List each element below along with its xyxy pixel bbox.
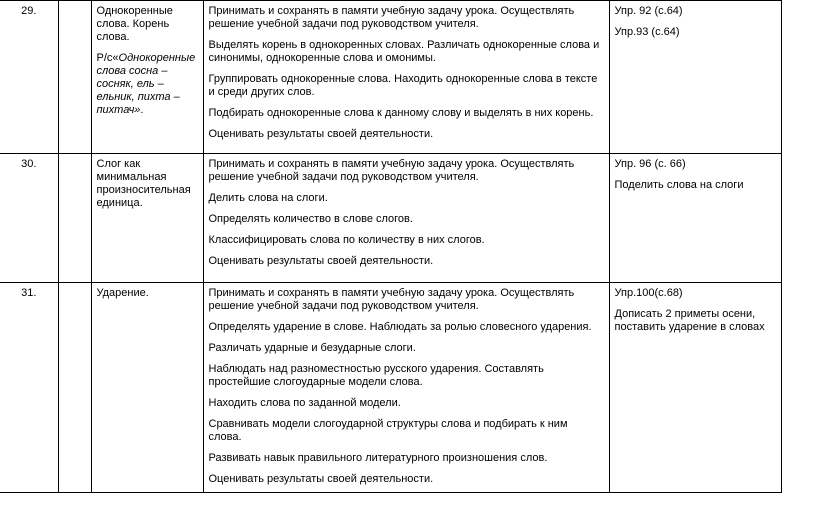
- topic-title: Ударение.: [96, 287, 149, 299]
- topic-title: Однокоренные слова. Корень слова.: [96, 5, 173, 43]
- learning-activities: [203, 283, 609, 493]
- lesson-row-29: [0, 1, 781, 154]
- lesson-topic: [91, 1, 203, 154]
- activity-item: Принимать и сохранять в памяти учебную задачу урока. Осуществлять решение учебной задачи под руководством учителя.: [208, 287, 575, 312]
- activity-item: Группировать однокоренные слова. Находить однокоренные слова в тексте и среди других слов.: [208, 73, 598, 98]
- empty-cell: [58, 283, 91, 493]
- topic-title: Слог как минимальная произносительная единица.: [96, 158, 191, 209]
- homework-item: Упр. 92 (с.64): [614, 5, 683, 17]
- homework-item: Упр.93 (с.64): [614, 26, 680, 38]
- learning-activities: [203, 1, 609, 154]
- empty-cell: [58, 154, 91, 283]
- lesson-topic: [91, 154, 203, 283]
- empty-cell: [58, 1, 91, 154]
- activity-item: Подбирать однокоренные слова к данному слову и выделять в них корень.: [208, 107, 594, 119]
- homework-cell: [609, 1, 781, 154]
- activity-item: Наблюдать над разноместностью русского ударения. Составлять простейшие слогоударные модели слова.: [208, 363, 544, 388]
- activity-item: Оценивать результаты своей деятельности.: [208, 128, 434, 140]
- activity-item: Развивать навык правильного литературного произношения слов.: [208, 452, 548, 464]
- activity-item: Находить слова по заданной модели.: [208, 397, 401, 409]
- speech-development-note: Р/с«Однокоренные слова сосна – сосняк, ель – ельник, пихта – пихтач».: [96, 52, 196, 116]
- homework-cell: [609, 154, 781, 283]
- activity-item: Принимать и сохранять в памяти учебную задачу урока. Осуществлять решение учебной задачи под руководством учителя.: [208, 5, 575, 30]
- lesson-row-31: [0, 283, 781, 493]
- lesson-row-30: [0, 154, 781, 283]
- homework-item: Дописать 2 приметы осени, поставить ударение в словах: [614, 308, 765, 333]
- activity-item: Определять ударение в слове. Наблюдать за ролью словесного ударения.: [208, 321, 592, 333]
- activity-item: Делить слова на слоги.: [208, 192, 328, 204]
- lesson-topic: [91, 283, 203, 493]
- lesson-number: 31.: [0, 283, 58, 493]
- activity-item: Определять количество в слове слогов.: [208, 213, 413, 225]
- activity-item: Выделять корень в однокоренных словах. Различать однокоренные слова и синонимы, однокоренные слова и омонимы.: [208, 39, 600, 64]
- homework-item: Упр. 96 (с. 66): [614, 158, 686, 170]
- activity-item: Сравнивать модели слогоударной структуры слова и подбирать к ним слова.: [208, 418, 568, 443]
- activity-item: Принимать и сохранять в памяти учебную задачу урока. Осуществлять решение учебной задачи под руководством учителя.: [208, 158, 575, 183]
- activity-item: Оценивать результаты своей деятельности.: [208, 255, 434, 267]
- lesson-number: 29.: [0, 1, 58, 154]
- learning-activities: [203, 154, 609, 283]
- homework-item: Упр.100(с.68): [614, 287, 683, 299]
- activity-item: Различать ударные и безударные слоги.: [208, 342, 416, 354]
- activity-item: Классифицировать слова по количеству в них слогов.: [208, 234, 485, 246]
- homework-cell: [609, 283, 781, 493]
- activity-item: Оценивать результаты своей деятельности.: [208, 473, 434, 485]
- lesson-number: 30.: [0, 154, 58, 283]
- homework-item: Поделить слова на слоги: [614, 179, 744, 191]
